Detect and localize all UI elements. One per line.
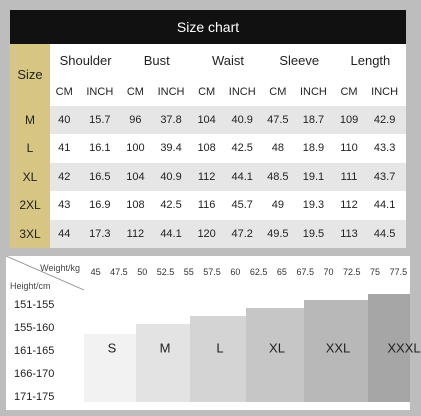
value-inch: 37.8 — [160, 114, 182, 126]
value-inch: 44.1 — [160, 227, 182, 240]
value-cm: 48.5 — [267, 170, 289, 183]
value-cm: 104 — [197, 114, 216, 126]
zone-label: M — [159, 340, 171, 356]
weight-tick: 75 — [370, 267, 381, 277]
zone-label: XL — [269, 340, 285, 356]
weight-tick: 57.5 — [203, 267, 221, 277]
axis-corner — [6, 256, 84, 290]
size-rows — [10, 106, 406, 248]
unit-cm: CM — [269, 86, 287, 98]
weight-tick: 67.5 — [296, 267, 314, 277]
measurement-header — [50, 44, 406, 106]
group-name: Shoulder — [59, 53, 112, 68]
zone-label: S — [107, 340, 117, 356]
value-inch: 18.9 — [302, 142, 325, 155]
group-name: Length — [350, 53, 391, 68]
group-shoulder — [50, 44, 121, 106]
value-inch: 44.1 — [373, 199, 396, 212]
group-name: Sleeve — [279, 53, 320, 68]
value-inch: 42.9 — [373, 114, 396, 126]
height-tick: 161-165 — [14, 345, 55, 357]
size-cell: M — [10, 106, 50, 134]
weight-tick: 70 — [323, 267, 334, 277]
weight-tick: 52.5 — [156, 267, 175, 277]
unit-inch: INCH — [86, 86, 114, 98]
unit-inch: INCH — [228, 86, 256, 98]
value-cm: 42 — [58, 170, 71, 183]
zone-l — [190, 316, 246, 402]
value-cm: 43 — [58, 199, 71, 212]
unit-cm: CM — [55, 86, 73, 98]
weight-tick: 65 — [276, 267, 287, 277]
unit-inch: INCH — [157, 86, 185, 98]
unit-cm: CM — [126, 86, 144, 98]
value-cm: 112 — [197, 170, 216, 183]
value-inch: 44.1 — [231, 170, 253, 183]
value-inch: 43.3 — [373, 142, 396, 155]
group-name: Waist — [211, 53, 244, 68]
size-cell: 3XL — [10, 220, 50, 248]
group-waist — [192, 44, 263, 106]
value-inch: 42.5 — [231, 142, 253, 155]
value-inch: 42.5 — [160, 199, 182, 212]
value-inch: 19.5 — [302, 227, 325, 240]
height-axis — [6, 294, 84, 410]
group-name: Bust — [143, 53, 170, 68]
unit-cm: CM — [340, 86, 358, 98]
weight-tick: 50 — [137, 267, 148, 277]
zone-label: XXXL — [387, 340, 421, 356]
height-tick: 151-155 — [14, 298, 55, 311]
value-cm: 104 — [126, 170, 145, 183]
height-tick: 171-175 — [14, 391, 55, 404]
value-inch: 40.9 — [231, 114, 253, 126]
value-cm: 49.5 — [267, 227, 289, 240]
zone-label: XXL — [325, 340, 351, 356]
value-inch: 16.1 — [89, 142, 111, 155]
value-cm: 120 — [197, 227, 216, 240]
value-cm: 112 — [126, 227, 145, 240]
unit-cm: CM — [198, 86, 216, 98]
size-cell: XL — [10, 163, 50, 191]
weight-tick: 47.5 — [110, 267, 128, 277]
value-cm: 108 — [197, 142, 216, 155]
value-cm: 41 — [58, 142, 71, 155]
value-inch: 39.4 — [160, 142, 182, 155]
value-cm: 49 — [271, 199, 284, 212]
value-inch: 15.7 — [89, 114, 111, 126]
value-cm: 48 — [271, 142, 284, 155]
zone-m — [136, 324, 190, 402]
table-row — [10, 163, 406, 191]
value-cm: 40 — [58, 114, 71, 126]
unit-inch: INCH — [371, 86, 399, 98]
value-cm: 113 — [340, 227, 358, 240]
value-cm: 100 — [126, 142, 145, 155]
value-cm: 108 — [126, 199, 145, 212]
value-cm: 110 — [340, 142, 358, 155]
group-bust — [121, 44, 192, 106]
value-inch: 45.7 — [231, 199, 253, 212]
size-cell: 2XL — [10, 191, 50, 219]
value-inch: 43.7 — [373, 170, 396, 183]
weight-tick: 55 — [183, 267, 194, 277]
value-cm: 116 — [197, 199, 216, 212]
size-cell: L — [10, 134, 50, 162]
group-sleeve — [264, 44, 335, 106]
table-row — [10, 191, 406, 219]
weight-axis-label: Weight/kg — [40, 263, 80, 273]
weight-tick: 72.5 — [343, 267, 361, 277]
height-axis-label: Height/cm — [10, 281, 51, 291]
weight-axis — [84, 267, 410, 281]
value-cm: 44 — [58, 227, 71, 240]
weight-tick: 77.5 — [389, 267, 408, 277]
table-row — [10, 220, 406, 248]
value-inch: 44.5 — [373, 227, 396, 240]
value-inch: 18.7 — [302, 114, 325, 126]
value-cm: 111 — [340, 170, 358, 183]
value-inch: 19.1 — [302, 170, 325, 183]
value-inch: 40.9 — [160, 170, 182, 183]
value-inch: 16.5 — [89, 170, 111, 183]
unit-inch: INCH — [299, 86, 327, 98]
group-length — [335, 44, 406, 106]
value-cm: 96 — [129, 114, 142, 126]
value-cm: 47.5 — [267, 114, 289, 126]
height-tick: 155-160 — [14, 321, 55, 334]
weight-tick: 60 — [230, 267, 241, 277]
weight-tick: 62.5 — [249, 267, 268, 277]
size-chart — [10, 10, 406, 248]
size-column-header: Size — [10, 44, 50, 106]
table-row — [10, 134, 406, 162]
table-row — [10, 106, 406, 134]
value-cm: 109 — [339, 114, 359, 126]
value-inch: 16.9 — [89, 199, 111, 212]
chart-title: Size chart — [10, 10, 406, 44]
value-cm: 112 — [340, 199, 358, 212]
value-inch: 19.3 — [302, 199, 325, 212]
zone-label: L — [216, 340, 224, 356]
weight-height-chart — [6, 256, 421, 410]
value-inch: 47.2 — [231, 227, 253, 240]
weight-tick: 45 — [90, 267, 101, 277]
value-inch: 17.3 — [89, 227, 111, 240]
height-tick: 166-170 — [14, 368, 55, 381]
